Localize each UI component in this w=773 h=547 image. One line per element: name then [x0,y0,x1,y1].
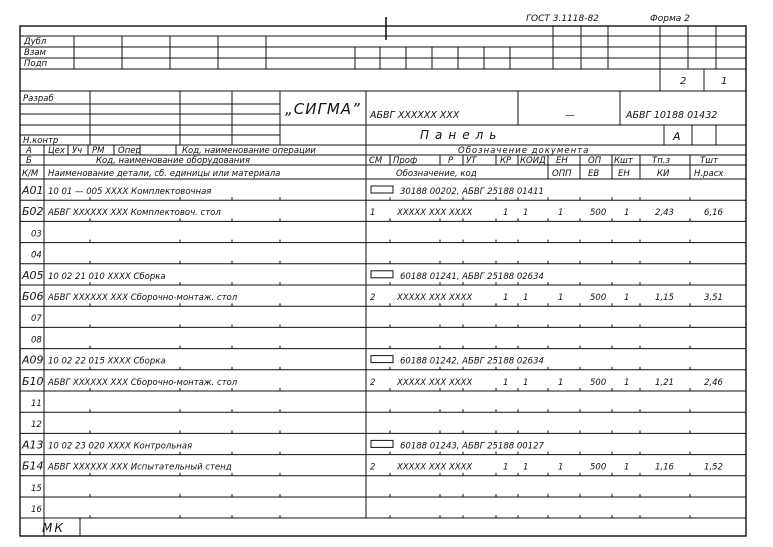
equipment-value: 2,46 [704,377,723,388]
head-km-col: К/М [22,169,39,179]
sheet-total: 2 [680,76,687,87]
row-number: Б06 [22,290,44,303]
head-b-col-label: УТ [466,156,477,166]
row-number: А13 [22,438,44,452]
document-box-icon [371,440,393,447]
head-b-col-label: КР [500,156,512,166]
label-vzam: Взам [24,48,46,58]
head-a-col: А [26,146,32,156]
head-km-doc: Обозначение, код [396,169,477,179]
sheet-number: 1 [721,76,728,87]
equipment-value: 2,43 [655,208,674,219]
equipment-value: XXXXX XXX XXXX [397,208,473,219]
head-a-doc: Обозначение документа [458,146,590,156]
operation-document: 30188 00202, АБВГ 25188 01411 [400,187,544,197]
equipment-value: 1 [624,208,630,219]
equipment-value: 1 [558,462,564,473]
row-number: Б10 [22,374,44,388]
document-box-icon [371,356,393,363]
row-number: 16 [31,505,42,515]
equipment-value: XXXXX XXX XXXX [397,377,473,388]
equipment-value: 6,16 [704,208,723,219]
head-b-col-label: Р [448,156,454,166]
letter-cell: А [673,130,681,143]
head-b-col-label: КОИД [520,156,546,166]
document-code-2: АБВГ 10188 01432 [626,110,718,121]
role-nkontr: Н.контр [23,136,59,146]
equipment-value: 1 [624,462,630,473]
standard-label: ГОСТ 3.1118-82 [526,14,599,24]
row-number: 12 [31,420,42,431]
equipment-value: 500 [590,462,607,473]
equipment-value: 2 [370,462,376,473]
head-b-col-label: Проф [393,156,418,166]
operation-document: 60188 01243, АБВГ 25188 00127 [400,441,544,452]
equipment-value: 2 [370,293,376,303]
equipment-value: 1 [503,293,509,303]
head-b-col-label: ОП [588,156,602,166]
equipment-value: 1 [558,293,564,303]
row-number: Б14 [22,459,44,473]
operation-text: 10 02 22 015 XXXX Сборка [48,356,166,367]
equipment-value: 1 [624,377,630,388]
head-b-col: Б [26,156,32,166]
head-a-cell: Опер [118,146,141,156]
head-b-col-label: Кшт [614,156,633,166]
equipment-text: АБВГ XXXXXX XXX Сборочно-монтаж. стол [48,377,238,388]
equipment-value: 500 [590,377,607,388]
equipment-value: 1,21 [655,377,674,388]
row-number: 04 [31,250,42,261]
row-number: А01 [22,184,44,197]
equipment-text: АБВГ XXXXXX XXX Комплектовоч. стол [48,208,221,219]
head-km-desc: Наименование детали, сб. единицы или материала [48,169,281,179]
equipment-value: 1 [370,208,376,219]
equipment-value: 1 [503,208,509,219]
organization-name: „СИГМА” [285,100,361,118]
head-b-col-label: Тп.з [652,156,670,166]
equipment-value: 1 [503,462,509,473]
row-number: 03 [31,229,42,240]
role-razrab: Разраб [23,94,54,104]
equipment-text: АБВГ XXXXXX XXX Испытательный стенд [48,462,232,473]
row-number: 11 [31,399,42,409]
head-b-col-label: Тшт [700,156,718,166]
row-number: 15 [31,483,42,494]
document-box-icon [371,271,393,278]
row-number: Б02 [22,205,44,219]
head-a-cell: Уч [72,146,83,156]
equipment-value: 2 [370,377,376,388]
operation-text: 10 02 21 010 XXXX Сборка [48,271,166,282]
head-a-cell: РМ [92,146,105,156]
head-km-col-label: ОПП [552,169,572,179]
head-b-col-label: СМ [369,156,383,166]
label-podl: Подп [24,59,48,69]
equipment-value: 1 [624,293,630,303]
head-b-col-label: ЕН [556,156,568,166]
equipment-value: 1 [523,377,529,388]
equipment-value: 500 [590,208,607,219]
document-box-icon [371,186,393,193]
label-dubl: Дубл [24,37,47,47]
operation-document: 60188 01241, АБВГ 25188 02634 [400,271,544,282]
equipment-value: 1 [558,377,564,388]
head-km-col-label: ЕВ [588,169,600,179]
equipment-value: XXXXX XXX XXXX [397,293,473,303]
head-km-col-label: КИ [657,169,670,179]
equipment-value: 1,16 [655,462,674,473]
equipment-value: XXXXX XXX XXXX [397,462,473,473]
operation-document: 60188 01242, АБВГ 25188 02634 [400,356,544,367]
equipment-value: 1 [503,377,509,388]
head-a-desc: Код, наименование операции [182,146,316,156]
equipment-value: 1 [523,462,529,473]
operation-text: 10 02 23 020 XXXX Контрольная [48,441,193,452]
row-number: 07 [31,314,42,325]
equipment-value: 1,15 [655,293,674,303]
row-number: 08 [31,335,42,346]
equipment-value: 1 [523,208,529,219]
product-title: Панель [420,128,503,142]
form-label: Форма 2 [650,14,690,24]
equipment-value: 500 [590,293,607,303]
document-dash: — [565,110,575,121]
head-km-col-label: Н.расх [694,169,724,179]
head-b-desc: Код, наименование оборудования [96,156,250,166]
row-number: А05 [22,268,44,282]
equipment-value: 1 [523,293,529,303]
equipment-value: 1 [558,208,564,219]
operation-text: 10 01 — 005 XXXX Комплектовочная [48,187,212,197]
equipment-value: 1,52 [704,462,723,473]
footer-mk: МК [42,521,65,535]
row-number: А09 [22,353,44,367]
equipment-text: АБВГ XXXXXX XXX Сборочно-монтаж. стол [48,293,238,303]
head-a-cell: Цех [48,146,65,156]
head-km-col-label: ЕН [618,169,630,179]
document-code: АБВГ XXXXXX XXX [370,110,460,121]
equipment-value: 3,51 [704,293,723,303]
